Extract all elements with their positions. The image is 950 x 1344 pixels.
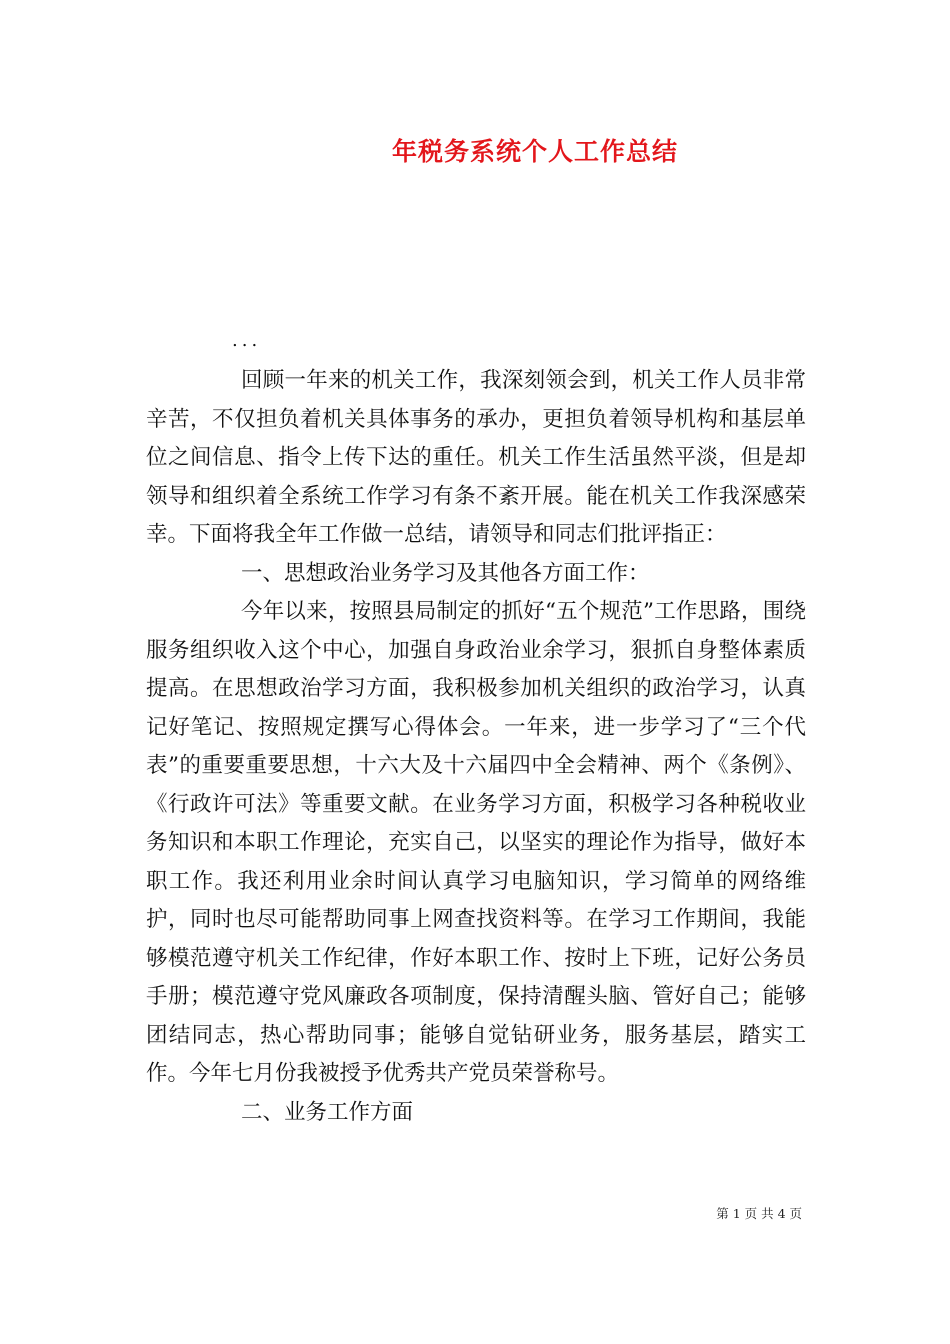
ellipsis-marker: ... [232,330,262,351]
section-heading-2: 二、业务工作方面 [241,1099,414,1125]
paragraph-intro: 回顾一年来的机关工作，我深刻领会到，机关工作人员非常辛苦，不仅担负着机关具体事务的承办，更担负着领导机构和基层单位之间信息、指令上传下达的重任。机关工作生活虽然平淡，但是却领导和组织着全系统工作学习有条不紊开展。能在机关工作我深感荣幸。下面将我全年工作做一总结，请领导和同志们批评指正： [146,368,806,547]
section-heading-1: 一、思想政治业务学习及其他各方面工作： [241,560,650,586]
paragraph-study: 今年以来，按照县局制定的抓好“五个规范”工作思路，围绕服务组织收入这个中心，加强自身政治业余学习，狠抓自身整体素质提高。在思想政治学习方面，我积极参加机关组织的政治学习，认真记好笔记、按照规定撰写心得体会。一年来，进一步学习了“三个代表”的重要重要思想，十六大及十六届四中全会精神、两个《条例》、《行政许可法》等重要文献。在业务学习方面，积极学习各种税收业务知识和本职工作理论，充实自己，以坚实的理论作为指导，做好本职工作。我还利用业余时间认真学习电脑知识，学习简单的网络维护，同时也尽可能帮助同事上网查找资料等。在学习工作期间，我能够模范遵守机关工作纪律，作好本职工作、按时上下班，记好公务员手册；模范遵守党风廉政各项制度，保持清醒头脑、管好自己；能够团结同志，热心帮助同事；能够自觉钻研业务，服务基层，踏实工作。今年七月份我被授予优秀共产党员荣誉称号。 [146,599,806,1086]
document-body [146,362,806,1132]
page-number-footer: 第 1 页 共 4 页 [716,1206,802,1221]
document-title: 年税务系统个人工作总结 [391,137,678,166]
